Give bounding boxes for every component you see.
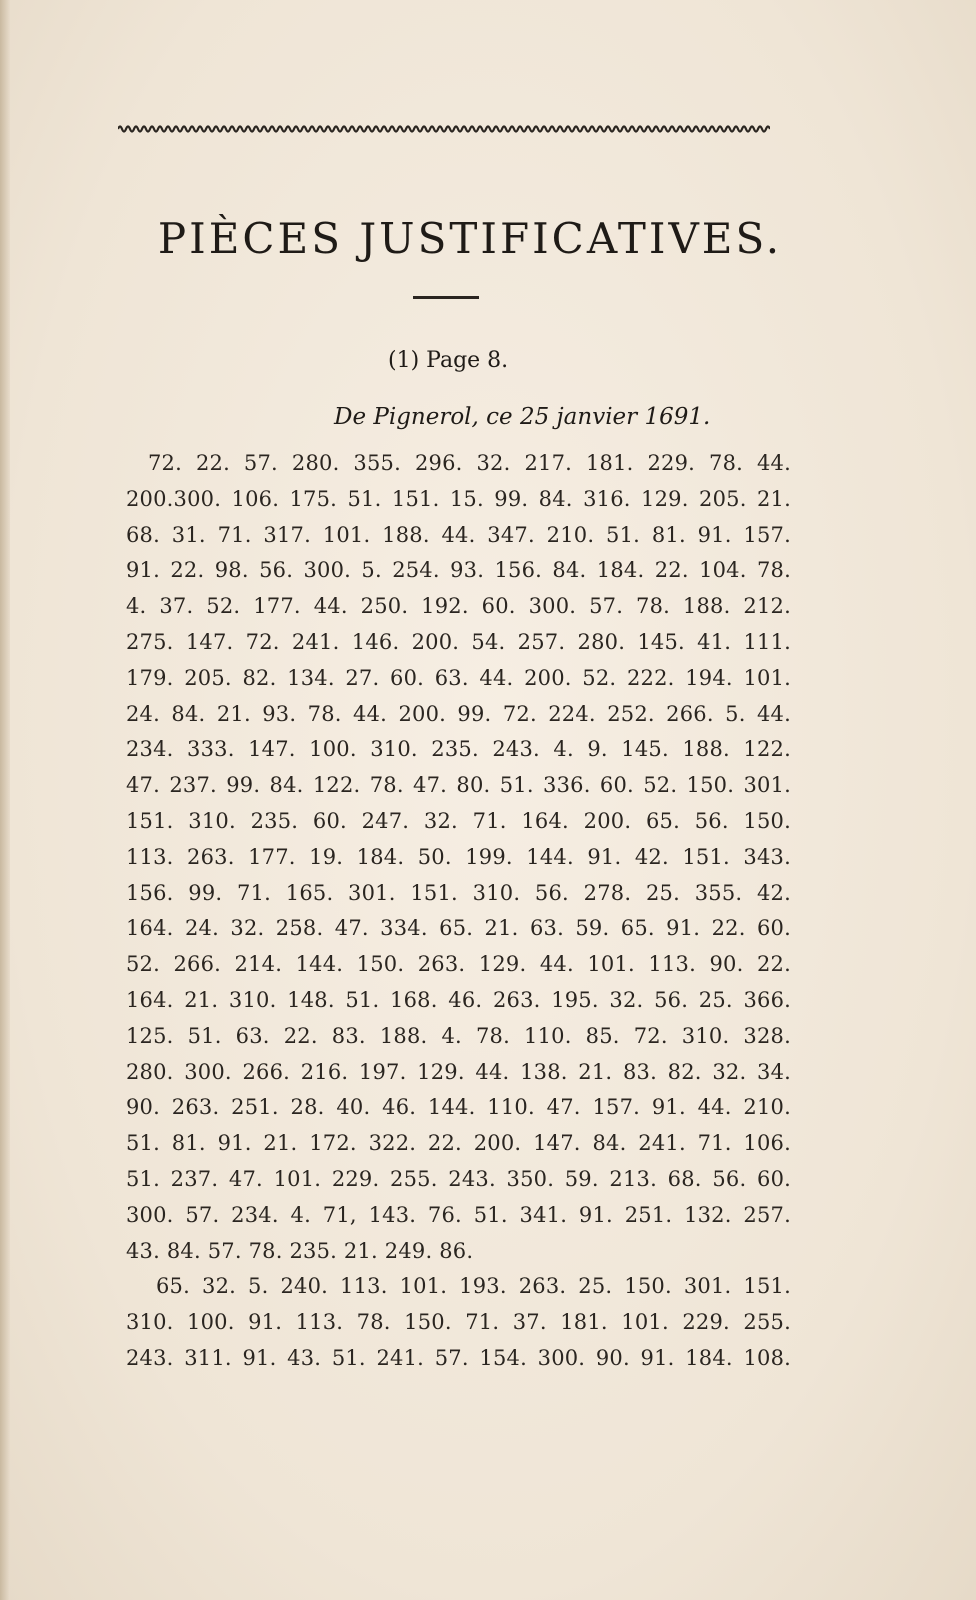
cipher-line: 164. 21. 310. 148. 51. 168. 46. 263. 195. 32. 56. 25. 366. xyxy=(126,987,791,1012)
cipher-line: 90. 263. 251. 28. 40. 46. 144. 110. 47. 157. 91. 44. 210. xyxy=(126,1095,791,1120)
page-title xyxy=(0,214,900,263)
cipher-line: 24. 84. 21. 93. 78. 44. 200. 99. 72. 224. 252. 266. 5. 44. xyxy=(126,701,791,726)
cipher-line: 51. 81. 91. 21. 172. 322. 22. 200. 147. 84. 241. 71. 106. xyxy=(126,1131,791,1156)
cipher-line: 234. 333. 147. 100. 310. 235. 243. 4. 9. 145. 188. 122. xyxy=(126,737,791,762)
cipher-line: 113. 263. 177. 19. 184. 50. 199. 144. 91. 42. 151. 343. xyxy=(126,844,791,869)
cipher-line: 65. 32. 5. 240. 113. 101. 193. 263. 25. 150. 301. 151. xyxy=(156,1274,791,1299)
cipher-line: 43. 84. 57. 78. 235. 21. 249. 86. xyxy=(126,1238,474,1263)
cipher-line: 91. 22. 98. 56. 300. 5. 254. 93. 156. 84. 184. 22. 104. 78. xyxy=(126,558,791,583)
letter-dateline: De Pignerol, ce 25 janvier 1691. xyxy=(334,404,711,430)
cipher-line: 243. 311. 91. 43. 51. 241. 57. 154. 300. 90. 91. 184. 108. xyxy=(126,1345,791,1370)
cipher-line: 52. 266. 214. 144. 150. 263. 129. 44. 101. 113. 90. 22. xyxy=(126,952,791,977)
cipher-line: 4. 37. 52. 177. 44. 250. 192. 60. 300. 57. 78. 188. 212. xyxy=(126,594,791,619)
cipher-line: 156. 99. 71. 165. 301. 151. 310. 56. 278. 25. 355. 42. xyxy=(126,880,791,905)
cipher-line: 68. 31. 71. 317. 101. 188. 44. 347. 210. 51. 81. 91. 157. xyxy=(126,522,791,547)
note-reference: (1) Page 8. xyxy=(388,348,509,373)
cipher-line: 151. 310. 235. 60. 247. 32. 71. 164. 200. 65. 56. 150. xyxy=(126,808,791,833)
cipher-line: 300. 57. 234. 4. 71, 143. 76. 51. 341. 91. 251. 132. 257. xyxy=(126,1202,791,1227)
cipher-line: 179. 205. 82. 134. 27. 60. 63. 44. 200. 52. 222. 194. 101. xyxy=(126,665,791,690)
cipher-line: 310. 100. 91. 113. 78. 150. 71. 37. 181. 101. 229. 255. xyxy=(126,1310,791,1335)
page-title-text: PIÈCES JUSTIFICATIVES. xyxy=(157,214,783,264)
cipher-line: 164. 24. 32. 258. 47. 334. 65. 21. 63. 59. 65. 91. 22. 60. xyxy=(126,916,791,941)
cipher-line: 280. 300. 266. 216. 197. 129. 44. 138. 21. 83. 82. 32. 34. xyxy=(126,1059,791,1084)
title-underline xyxy=(413,296,479,299)
ornamental-rule xyxy=(118,124,770,134)
cipher-line: 51. 237. 47. 101. 229. 255. 243. 350. 59. 213. 68. 56. 60. xyxy=(126,1166,791,1191)
cipher-line: 125. 51. 63. 22. 83. 188. 4. 78. 110. 85. 72. 310. 328. xyxy=(126,1023,791,1048)
cipher-line: 200.300. 106. 175. 51. 151. 15. 99. 84. 316. 129. 205. 21. xyxy=(126,486,791,511)
cipher-line: 47. 237. 99. 84. 122. 78. 47. 80. 51. 336. 60. 52. 150. 301. xyxy=(126,773,791,798)
cipher-line: 72. 22. 57. 280. 355. 296. 32. 217. 181. 229. 78. 44. xyxy=(148,451,791,475)
wavy-ornament-icon xyxy=(118,124,770,134)
cipher-line: 275. 147. 72. 241. 146. 200. 54. 257. 280. 145. 41. 111. xyxy=(126,629,791,654)
cipher-text xyxy=(126,446,791,1377)
